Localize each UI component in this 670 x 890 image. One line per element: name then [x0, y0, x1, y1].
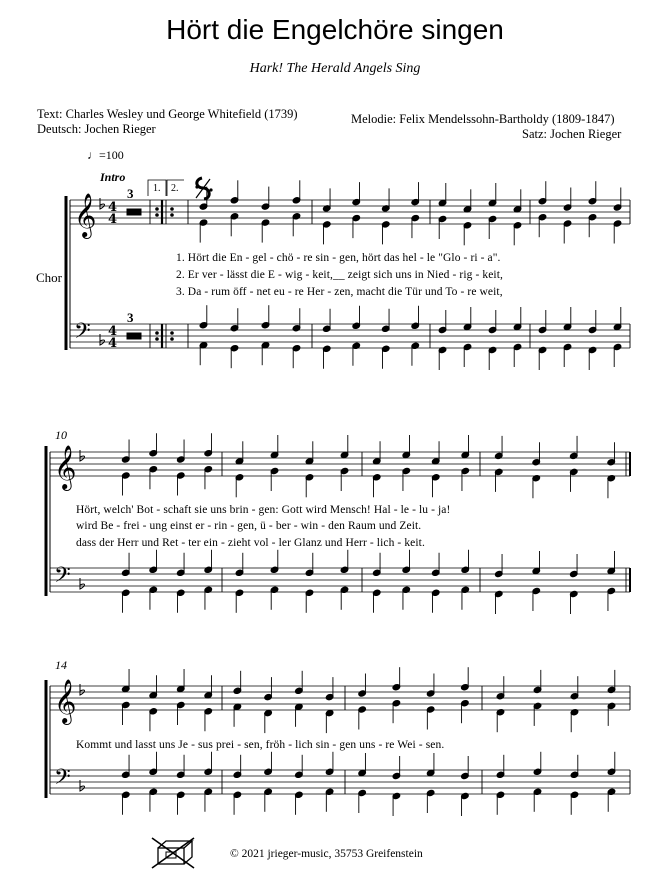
instrument-label: Chor: [36, 270, 62, 285]
multi-rest-count-bass: 3: [127, 310, 134, 325]
treble-clef-icon: 𝄞: [54, 445, 77, 489]
time-signature: 4: [108, 336, 118, 351]
lyrics-verse-1-line-1: 1. Hört die En - gel - chö - re sin - gen, hört das hel - le "Glo - ri - a".: [176, 252, 501, 264]
bass-clef-icon: 𝄢: [54, 563, 71, 593]
staff-2-bass: [50, 568, 630, 592]
copyright-notice: © 2021 jrieger-music, 35753 Greifenstein: [230, 848, 423, 860]
volta-2-bracket: [167, 180, 184, 196]
staff-2-treble: [50, 452, 630, 476]
volta-1-label: 1.: [153, 183, 161, 194]
treble-clef-icon: 𝄞: [74, 193, 97, 237]
translation-credit: Deutsch: Jochen Rieger: [37, 122, 156, 136]
time-signature: 4: [108, 200, 118, 215]
multi-measure-rest: [127, 333, 141, 339]
tempo-marking: ♩=100: [87, 148, 124, 162]
bass-clef-icon: 𝄢: [54, 765, 71, 795]
arrangement-credit: Satz: Jochen Rieger: [522, 127, 622, 141]
treble-clef-icon: 𝄞: [54, 679, 77, 723]
intro-label: Intro: [100, 170, 126, 184]
multi-measure-rest: [127, 209, 141, 215]
lyrics-verse-2-line-2: wird Be - frei - ung einst er - rin - gen, ü - ber - win - den Raum und Zeit.: [76, 520, 422, 532]
time-signature: 4: [108, 212, 118, 227]
no-photocopy-icon: [152, 838, 194, 868]
segno-icon: [195, 178, 212, 199]
lyrics-verse-1-line-2: Hört, welch' Bot - schaft sie uns brin - gen: Gott wird Mensch! Hal - le - lu - ja!: [76, 504, 451, 516]
staff-3-treble: [50, 686, 630, 710]
song-title: Hört die Engelchöre singen: [166, 14, 504, 45]
lyrics-verse-3-line-2: dass der Herr und Ret - ter ein - zieht vol - ler Glanz und Herr - lich - keit.: [76, 537, 425, 549]
lyrics-verse-1-line-3: Kommt und lasst uns Je - sus prei - sen, fröh - lich sin - gen uns - re Wei - sen.: [76, 739, 445, 751]
melody-credit: Melodie: Felix Mendelssohn-Bartholdy (1809-1847): [351, 112, 615, 126]
volta-1-bracket: [148, 180, 166, 196]
staff-1-treble: [70, 200, 630, 224]
time-signature: 4: [108, 324, 118, 339]
lyrics-verse-3-line-1: 3. Da - rum öff - net eu - re Her - zen, macht die Tür und To - re weit,: [176, 286, 503, 298]
measure-number-14: 14: [55, 658, 67, 672]
staff-3-bass: [50, 770, 630, 794]
song-subtitle: Hark! The Herald Angels Sing: [249, 61, 421, 76]
text-credit: Text: Charles Wesley und George Whitefield (1739): [37, 107, 298, 121]
lyrics-verse-2-line-1: 2. Er ver - lässt die E - wig - keit,__ zeigt sich uns in Nied - rig - keit,: [176, 269, 503, 281]
measure-number-10: 10: [55, 428, 67, 442]
multi-rest-count-treble: 3: [127, 186, 134, 201]
bass-clef-icon: 𝄢: [74, 319, 91, 349]
volta-2-label: 2.: [171, 183, 179, 194]
